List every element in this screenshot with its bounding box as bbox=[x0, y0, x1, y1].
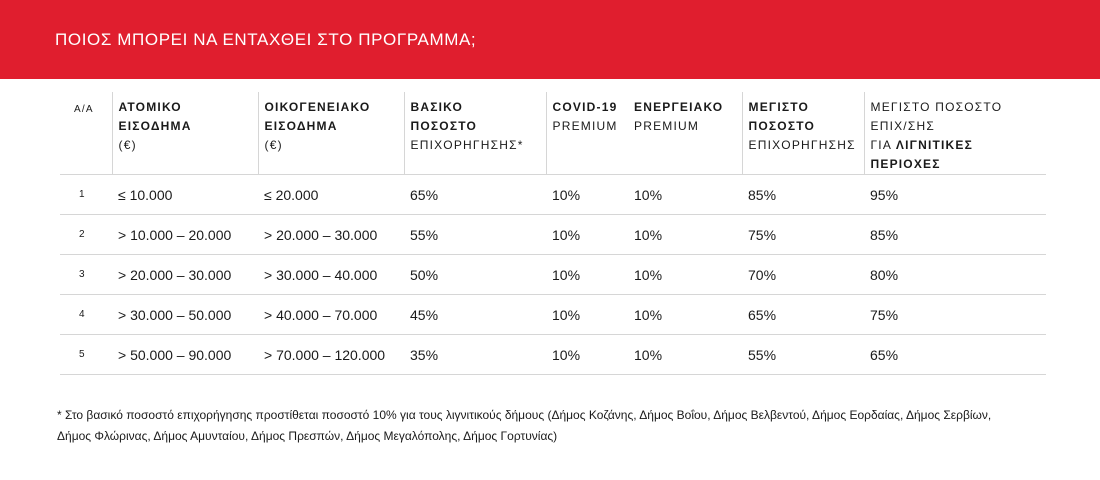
cell-family-income: > 30.000 – 40.000 bbox=[258, 255, 404, 295]
table-row bbox=[60, 175, 1046, 215]
footnote-line: Δήμος Φλώρινας, Δήμος Αμυνταίου, Δήμος Πρεσπών, Δήμος Μεγαλόπολης, Δήμος Γορτυνίας) bbox=[57, 429, 558, 443]
cell-max-rate-lignite: 75% bbox=[864, 295, 1046, 335]
col-header-family-income: ΟΙΚΟΓΕΝΕΙΑΚΟ ΕΙΣΟΔΗΜΑ (€) bbox=[258, 92, 404, 175]
cell-individual-income: ≤ 10.000 bbox=[112, 175, 258, 215]
cell-base-rate: 45% bbox=[404, 295, 546, 335]
footnote-line: * Στο βασικό ποσοστό επιχορήγησης προστίθεται ποσοστό 10% για τους λιγνιτικούς δήμους (Δήμος Κοζάνης, Δήμος Βοΐου, Δήμος Βελβεντού, Δήμος Εορδαίας, Δήμος Σερβίων, bbox=[57, 408, 992, 422]
col-header-max-rate: ΜΕΓΙΣΤΟ ΠΟΣΟΣΤΟ ΕΠΙΧΟΡΗΓΗΣΗΣ bbox=[742, 92, 864, 175]
footnote bbox=[57, 405, 1057, 447]
cell-energy-premium: 10% bbox=[628, 175, 742, 215]
cell-max-rate-lignite: 95% bbox=[864, 175, 1046, 215]
cell-covid-premium: 10% bbox=[546, 335, 628, 375]
eligibility-table bbox=[60, 92, 1046, 375]
cell-max-rate: 55% bbox=[742, 335, 864, 375]
cell-base-rate: 55% bbox=[404, 215, 546, 255]
cell-family-income: > 70.000 – 120.000 bbox=[258, 335, 404, 375]
lignite-header-prefix: ΓΙΑ bbox=[870, 138, 896, 152]
cell-max-rate: 85% bbox=[742, 175, 864, 215]
cell-aa: 5 bbox=[60, 335, 112, 375]
table-row bbox=[60, 295, 1046, 335]
col-header-covid-premium: COVID-19 PREMIUM bbox=[546, 92, 628, 175]
col-header-max-rate-lignite: ΜΕΓΙΣΤΟ ΠΟΣΟΣΤΟ ΕΠΙΧ/ΣΗΣ ΓΙΑ ΛΙΓΝΙΤΙΚΕΣ ΠΕΡΙΟΧΕΣ bbox=[864, 92, 1046, 175]
cell-energy-premium: 10% bbox=[628, 215, 742, 255]
cell-covid-premium: 10% bbox=[546, 175, 628, 215]
page-title: ΠΟΙΟΣ ΜΠΟΡΕΙ ΝΑ ΕΝΤΑΧΘΕΙ ΣΤΟ ΠΡΟΓΡΑΜΜΑ; bbox=[55, 30, 477, 49]
cell-max-rate-lignite: 80% bbox=[864, 255, 1046, 295]
cell-individual-income: > 50.000 – 90.000 bbox=[112, 335, 258, 375]
header-banner bbox=[0, 0, 1100, 79]
cell-base-rate: 35% bbox=[404, 335, 546, 375]
cell-base-rate: 50% bbox=[404, 255, 546, 295]
cell-individual-income: > 30.000 – 50.000 bbox=[112, 295, 258, 335]
cell-family-income: ≤ 20.000 bbox=[258, 175, 404, 215]
cell-family-income: > 40.000 – 70.000 bbox=[258, 295, 404, 335]
cell-energy-premium: 10% bbox=[628, 255, 742, 295]
cell-covid-premium: 10% bbox=[546, 255, 628, 295]
lignite-header-bold: ΛΙΓΝΙΤΙΚΕΣ ΠΕΡΙΟΧΕΣ bbox=[870, 138, 974, 171]
cell-individual-income: > 10.000 – 20.000 bbox=[112, 215, 258, 255]
col-header-aa: Α/Α bbox=[60, 92, 112, 175]
cell-covid-premium: 10% bbox=[546, 215, 628, 255]
table-body bbox=[60, 175, 1046, 375]
cell-max-rate-lignite: 65% bbox=[864, 335, 1046, 375]
cell-covid-premium: 10% bbox=[546, 295, 628, 335]
cell-family-income: > 20.000 – 30.000 bbox=[258, 215, 404, 255]
col-header-energy-premium: ΕΝΕΡΓΕΙΑΚΟ PREMIUM bbox=[628, 92, 742, 175]
header-row bbox=[60, 92, 1046, 175]
cell-max-rate: 70% bbox=[742, 255, 864, 295]
cell-individual-income: > 20.000 – 30.000 bbox=[112, 255, 258, 295]
table-row bbox=[60, 255, 1046, 295]
table-header bbox=[60, 92, 1046, 175]
cell-max-rate: 65% bbox=[742, 295, 864, 335]
cell-aa: 2 bbox=[60, 215, 112, 255]
cell-aa: 1 bbox=[60, 175, 112, 215]
cell-aa: 4 bbox=[60, 295, 112, 335]
cell-aa: 3 bbox=[60, 255, 112, 295]
cell-max-rate: 75% bbox=[742, 215, 864, 255]
col-header-base-rate: ΒΑΣΙΚΟ ΠΟΣΟΣΤΟ ΕΠΙΧΟΡΗΓΗΣΗΣ* bbox=[404, 92, 546, 175]
table-row bbox=[60, 335, 1046, 375]
table-row bbox=[60, 215, 1046, 255]
col-header-individual-income: ΑΤΟΜΙΚΟ ΕΙΣΟΔΗΜΑ (€) bbox=[112, 92, 258, 175]
cell-base-rate: 65% bbox=[404, 175, 546, 215]
cell-max-rate-lignite: 85% bbox=[864, 215, 1046, 255]
cell-energy-premium: 10% bbox=[628, 335, 742, 375]
cell-energy-premium: 10% bbox=[628, 295, 742, 335]
